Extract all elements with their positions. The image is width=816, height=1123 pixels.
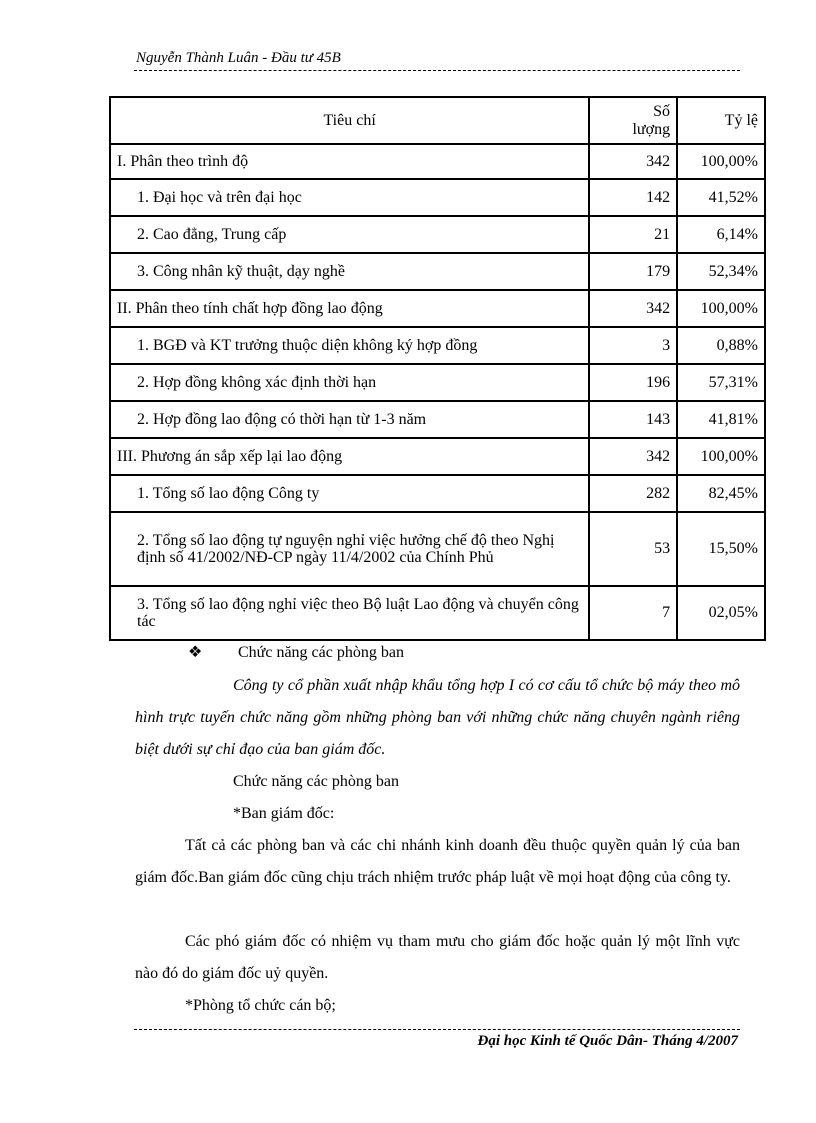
row-ratio: 41,81%: [677, 401, 765, 438]
table-row: [110, 179, 765, 216]
row-ratio: 02,05%: [677, 586, 765, 640]
hr-heading: *Phòng tổ chức cán bộ;: [185, 997, 336, 1014]
labor-statistics-table: [109, 96, 766, 641]
table-row: [110, 586, 765, 640]
header-count-line2: lượng: [632, 120, 671, 138]
row-label: 2. Tổng số lao động tự nguyện nghỉ việc hưởng chế độ theo Nghị định số 41/2002/NĐ-CP ngày 11/4/2002 của Chính Phủ: [110, 512, 589, 586]
row-ratio: 0,88%: [677, 327, 765, 364]
row-ratio: 100,00%: [677, 290, 765, 327]
row-label: 1. BGĐ và KT trưởng thuộc diện không ký hợp đồng: [110, 327, 589, 364]
row-ratio: 52,34%: [677, 253, 765, 290]
header-divider: [134, 70, 740, 71]
row-label: 3. Tổng số lao động nghỉ việc theo Bộ luật Lao động và chuyển công tác: [110, 586, 589, 640]
table-row: [110, 327, 765, 364]
page-footer: Đại học Kinh tế Quốc Dân- Tháng 4/2007: [477, 1033, 738, 1049]
table-row: [110, 144, 765, 179]
table-row: [110, 475, 765, 512]
header-criteria: Tiêu chí: [110, 97, 589, 144]
footer-divider: [134, 1029, 740, 1030]
row-ratio: 57,31%: [677, 364, 765, 401]
table-row: [110, 216, 765, 253]
board-paragraph-1: Tất cả các phòng ban và các chi nhánh kinh doanh đều thuộc quyền quản lý của ban giám đốc.Ban giám đốc cũng chịu trách nhiệm trước pháp luật về mọi hoạt động của công ty.: [135, 837, 740, 886]
table-row: [110, 401, 765, 438]
diamond-bullet-icon: ❖: [188, 644, 203, 661]
row-label: III. Phương án sắp xếp lại lao động: [110, 438, 589, 475]
subheading: Chức năng các phòng ban: [233, 773, 399, 790]
row-ratio: 82,45%: [677, 475, 765, 512]
row-label: 3. Công nhân kỹ thuật, dạy nghề: [110, 253, 589, 290]
header-count-line1: Số: [653, 102, 671, 120]
row-ratio: 6,14%: [677, 216, 765, 253]
row-count: 143: [589, 401, 677, 438]
row-label: 2. Hợp đồng không xác định thời hạn: [110, 364, 589, 401]
row-count: 196: [589, 364, 677, 401]
row-label: I. Phân theo trình độ: [110, 144, 589, 179]
page-header: Nguyễn Thành Luân - Đầu tư 45B: [136, 50, 341, 66]
row-count: 7: [589, 586, 677, 640]
row-count: 53: [589, 512, 677, 586]
row-label: II. Phân theo tính chất hợp đồng lao động: [110, 290, 589, 327]
row-ratio: 100,00%: [677, 438, 765, 475]
board-paragraph-2: Các phó giám đốc có nhiệm vụ tham mưu cho giám đốc hoặc quản lý một lĩnh vực nào đó do giám đốc uỷ quyền.: [135, 933, 740, 982]
row-label: 2. Cao đẳng, Trung cấp: [110, 216, 589, 253]
row-count: 3: [589, 327, 677, 364]
row-count: 282: [589, 475, 677, 512]
row-count: 342: [589, 290, 677, 327]
table-row: [110, 364, 765, 401]
table-row: [110, 438, 765, 475]
table-row: [110, 290, 765, 327]
row-ratio: 100,00%: [677, 144, 765, 179]
row-label: 1. Tổng số lao động Công ty: [110, 475, 589, 512]
table-row: [110, 512, 765, 586]
row-label: 1. Đại học và trên đại học: [110, 179, 589, 216]
intro-paragraph: Công ty cổ phần xuất nhập khẩu tổng hợp I có cơ cấu tổ chức bộ máy theo mô hình trực tuyến chức năng gồm những phòng ban với những chức năng chuyên ngành riêng biệt dưới sự chỉ đạo của ban giám đốc.: [135, 677, 740, 758]
row-count: 342: [589, 438, 677, 475]
row-ratio: 15,50%: [677, 512, 765, 586]
table-row: [110, 253, 765, 290]
section-heading-text: Chức năng các phòng ban: [238, 644, 404, 661]
row-ratio: 41,52%: [677, 179, 765, 216]
row-count: 342: [589, 144, 677, 179]
row-count: 179: [589, 253, 677, 290]
row-label: 2. Hợp đồng lao động có thời hạn từ 1-3 năm: [110, 401, 589, 438]
section-heading: [188, 642, 404, 662]
row-count: 21: [589, 216, 677, 253]
header-count: [589, 97, 677, 144]
header-ratio: Tỷ lệ: [677, 97, 765, 144]
table-header-row: [110, 97, 765, 144]
board-heading: *Ban giám đốc:: [233, 805, 335, 822]
row-count: 142: [589, 179, 677, 216]
